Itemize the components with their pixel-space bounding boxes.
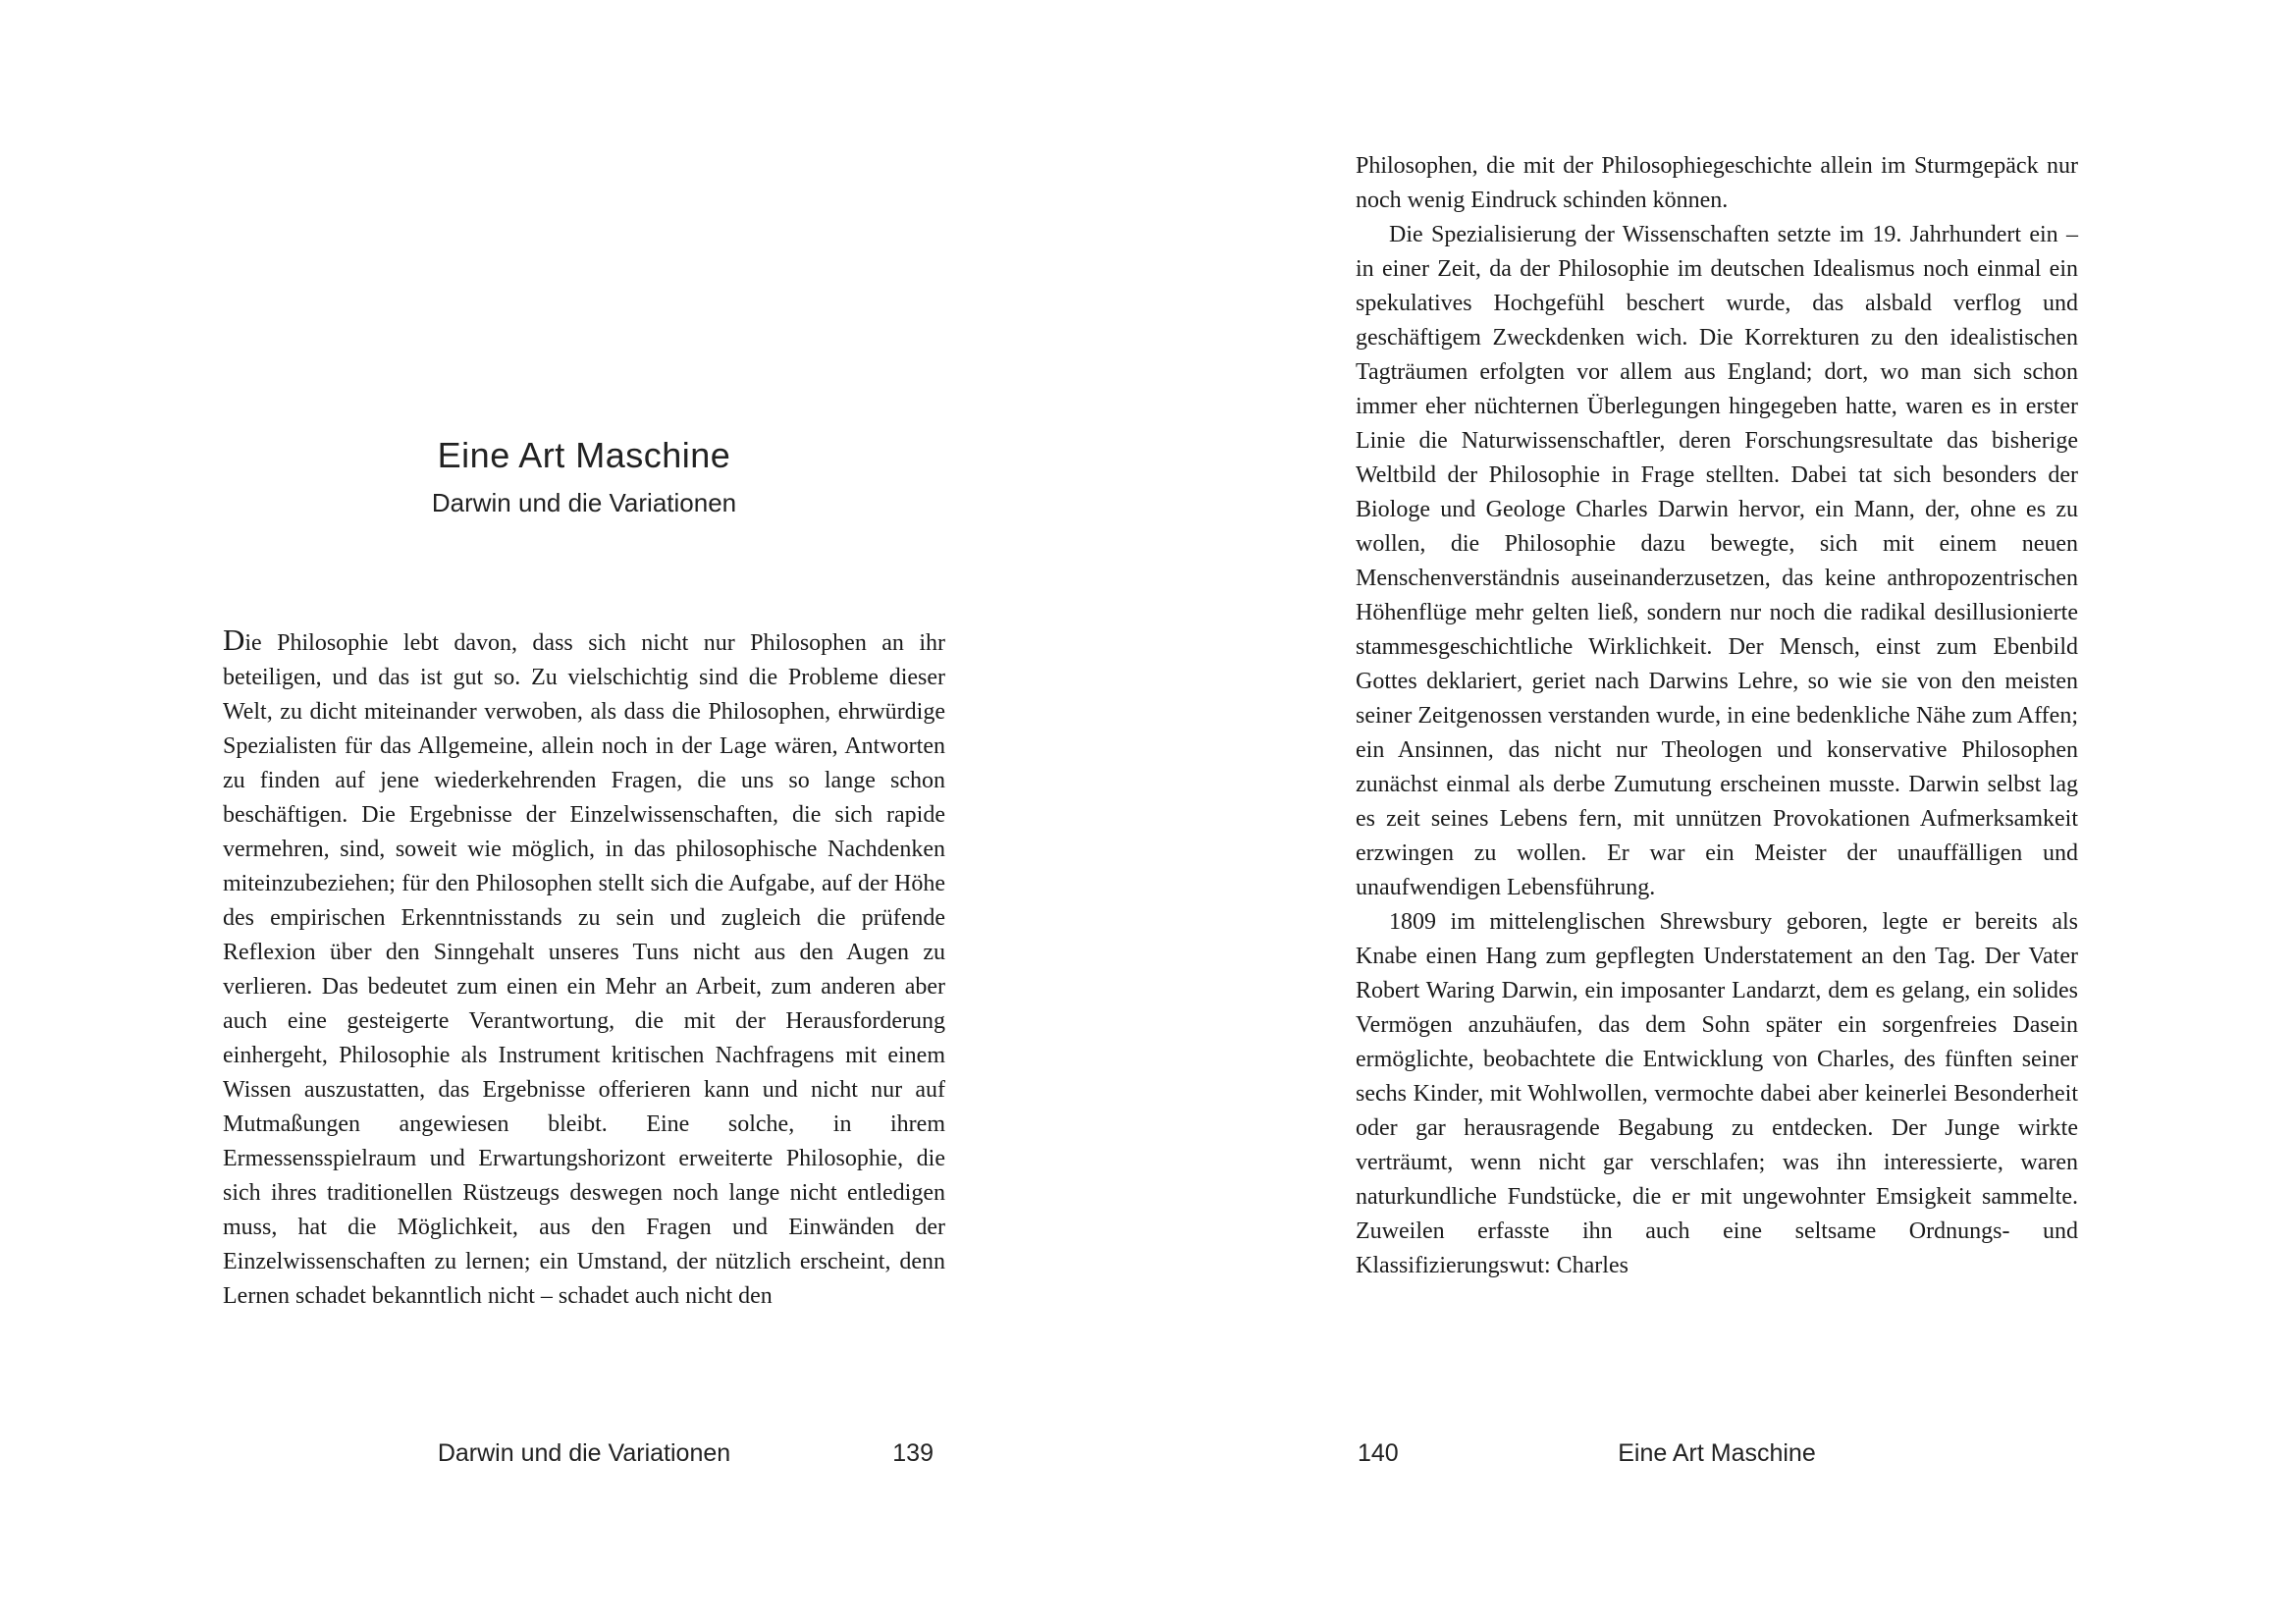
left-page-body [223,624,945,1314]
page-number: 140 [1358,1439,1399,1467]
running-title: Darwin und die Variationen [437,1439,731,1467]
page-number: 139 [892,1439,934,1467]
chapter-title: Eine Art Maschine [437,435,731,475]
body-paragraph: 1809 im mittelenglischen Shrewsbury geboren, legte er bereits als Knabe einen Hang zum gepflegten Understatement an den Tag. Der Vater Robert Waring Darwin, ein imposanter Landarzt, dem es gelang, ein solides Vermögen anzuhäufen, das dem Sohn später ein sorgenfreies Dasein ermöglichte, beobachtete die Entwicklung von Charles, des fünften seiner sechs Kinder, mit Wohlwollen, vermochte dabei aber keinerlei Besonderheit oder gar herausragende Begabung zu entdecken. Der Junge wirkte verträumt, wenn nicht gar verschlafen; was ihn interessierte, waren naturkundliche Fundstücke, die er mit ungewohnter Emsigkeit sammelte. Zuweilen erfasste ihn auch eine seltsame Ordnungs- und Klassifizierungswut: Charles [1356,909,2078,1278]
chapter-heading [223,435,945,518]
right-page-body [1356,149,2078,1283]
body-paragraph: Philosophen, die mit der Philosophiegeschichte allein im Sturmgepäck nur noch wenig Eindruck schinden können. [1356,153,2078,213]
body-paragraph: Die Spezialisierung der Wissenschaften setzte im 19. Jahrhundert ein – in einer Zeit, da der Philosophie im deutschen Idealismus noch einmal ein spekulatives Hochgefühl beschert wurde, das alsbald verflog und geschäftigem Zweckdenken wich. Die Korrekturen zu den idealistischen Tagträumen erfolgten vor allem aus England; dort, wo man sich schon immer eher nüchternen Überlegungen hingegeben hatte, waren es in erster Linie die Naturwissenschaftler, deren Forschungsresultate das bisherige Weltbild der Philosophie in Frage stellten. Dabei tat sich besonders der Biologe und Geologe Charles Darwin hervor, ein Mann, der, ohne es zu wollen, die Philosophie dazu bewegte, sich mit einem neuen Menschenverständnis auseinanderzusetzen, das keine anthropozentrischen Höhenflüge mehr gelten ließ, sondern nur noch die radikal desillusionierte stammesgeschichtliche Wirklichkeit. Der Mensch, einst zum Ebenbild Gottes deklariert, geriet nach Darwins Lehre, so wie sie von den meisten seiner Zeitgenossen verstanden wurde, in eine bedenkliche Nähe zum Affen; ein Ansinnen, das nicht nur Theologen und konservative Philosophen zunächst einmal als derbe Zumutung erscheinen musste. Darwin selbst lag es zeit seines Lebens fern, mit unnützen Provokationen Aufmerksamkeit erzwingen zu wollen. Er war ein Meister der unauffälligen und unaufwendigen Lebensführung. [1356,222,2078,900]
body-paragraph: Die Philosophie lebt davon, dass sich nicht nur Philosophen an ihr beteiligen, und das ist gut so. Zu vielschichtig sind die Probleme dieser Welt, zu dicht miteinander verwoben, als dass die Philosophen, ehrwürdige Spezialisten für das Allgemeine, allein noch in der Lage wären, Antworten zu finden auf jene wiederkehrenden Fragen, die uns so lange schon beschäftigen. Die Ergebnisse der Einzelwissenschaften, die sich rapide vermehren, sind, soweit wie möglich, in das philosophische Nachdenken miteinzubeziehen; für den Philosophen stellt sich die Aufgabe, auf der Höhe des empirischen Erkenntnisstands zu sein und zugleich die prüfende Reflexion über den Sinngehalt unseres Tuns nicht aus den Augen zu verlieren. Das bedeutet zum einen ein Mehr an Arbeit, zum anderen aber auch eine gesteigerte Verantwortung, die mit der Herausforderung einhergeht, Philosophie als Instrument kritischen Nachfragens mit einem Wissen auszustatten, das Ergebnisse offerieren kann und nicht nur auf Mutmaßungen angewiesen bleibt. Eine solche, in ihrem Ermessensspielraum und Erwartungshorizont erweiterte Philosophie, die sich ihres traditionellen Rüstzeugs deswegen noch lange nicht entledigen muss, hat die Möglichkeit, aus den Fragen und Einwänden der Einzelwissenschaften zu lernen; ein Umstand, der nützlich erscheint, denn Lernen schadet bekanntlich nicht – schadet auch nicht den [223,623,945,1309]
right-page-footer [1356,1439,2078,1468]
left-page-footer [223,1439,945,1468]
chapter-subtitle: Darwin und die Variationen [431,488,737,517]
page-left [223,0,945,1624]
page-right [1356,0,2078,1624]
running-title: Eine Art Maschine [1618,1439,1816,1467]
